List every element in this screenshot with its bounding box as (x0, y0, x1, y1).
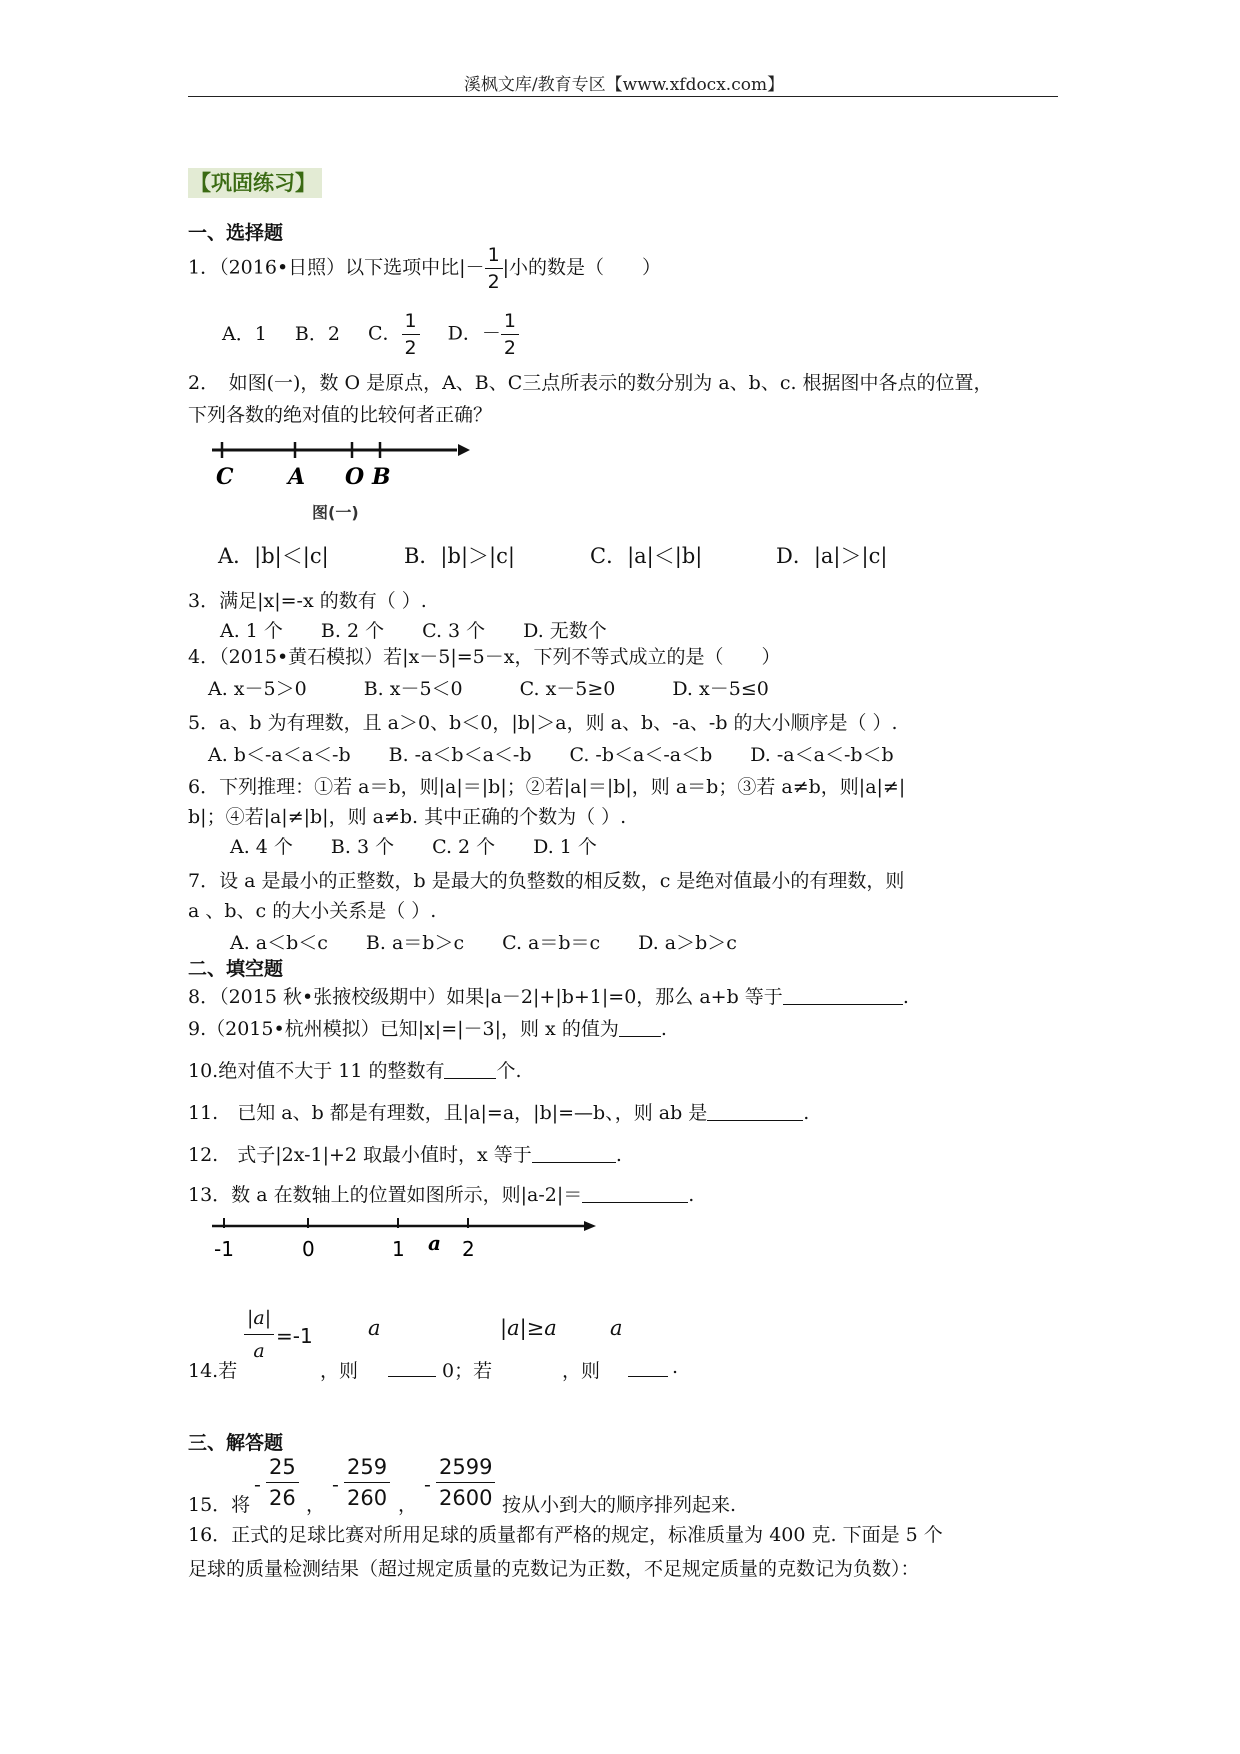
question-11-text: 11. 已知 a、b 都是有理数，且|a|=a，|b|=—b、，则 ab 是 (188, 1102, 708, 1124)
question-14-mid-2: 0；若 (442, 1360, 493, 1382)
question-9-end: . (660, 1018, 667, 1040)
question-14-pre: 14.若 (188, 1360, 238, 1382)
fraction-denominator: 2 (503, 337, 516, 359)
question-15-post: 按从小到大的顺序排列起来. (502, 1494, 737, 1516)
question-14-abs-condition: |a|≥a (500, 1316, 557, 1340)
option-a: A．1 (222, 322, 267, 345)
question-1-options (222, 308, 519, 362)
question-5-options: A. b＜-a＜a＜-b B. -a＜b＜a＜-b C. -b＜a＜-a＜b D. -a＜a＜-b＜b (208, 744, 894, 766)
question-8-text: 8．（2015 秋•张掖校级期中）如果|a－2|+|b+1|=0，那么 a+b 等于 (188, 986, 783, 1008)
fraction-denominator: 2 (404, 337, 417, 359)
question-10-end: 个. (496, 1060, 522, 1082)
question-8-end: . (902, 986, 909, 1008)
question-6-line-2: b|；④若|a|≠|b|，则 a≠b. 其中正确的个数为（ ）. (188, 806, 627, 828)
fraction-denominator: 2 (487, 271, 500, 293)
fraction-2 (344, 1452, 390, 1513)
question-15-pre: 15．将 (188, 1494, 251, 1516)
question-14-var-a: a (368, 1316, 381, 1340)
header-divider (188, 96, 1058, 97)
question-10 (188, 1056, 522, 1083)
option-c: C．|a|＜|b| (590, 544, 703, 568)
fraction-numerator: 259 (344, 1452, 390, 1483)
fraction-numerator: 1 (402, 308, 420, 335)
question-12 (188, 1140, 622, 1167)
question-2-line-2: 下列各数的绝对值的比较何者正确？ (188, 404, 493, 426)
question-11 (188, 1098, 809, 1125)
question-7-options: A. a＜b＜c B. a＝b＞c C. a＝b＝c D. a＞b＞c (230, 932, 737, 954)
question-13-text: 13．数 a 在数轴上的位置如图所示，则|a-2|＝ (188, 1184, 583, 1206)
question-14-mid-3: ，则 (562, 1360, 601, 1382)
question-12-text: 12. 式子|2x-1|+2 取最小值时，x 等于 (188, 1144, 532, 1166)
fraction-denominator: a (253, 1340, 265, 1362)
page-header: 溪枫文库/教育专区【www.xfdocx.com】 (463, 75, 785, 95)
tick-label-1: 1 (392, 1237, 405, 1261)
section-title-fill: 二、填空题 (188, 958, 284, 980)
fraction-numerator: 1 (485, 242, 503, 269)
question-4-options: A. x－5＞0 B. x－5＜0 C. x－5≥0 D. x－5≤0 (208, 678, 769, 700)
question-9 (188, 1014, 667, 1041)
fraction-numerator: 1 (501, 308, 519, 335)
answer-blank (388, 1358, 436, 1377)
answer-blank (619, 1018, 661, 1037)
question-4-stem: 4．（2015•黄石模拟）若|x－5|=5－x，下列不等式成立的是（ ） (188, 646, 781, 668)
answer-blank (582, 1184, 688, 1203)
section-title-choice: 一、选择题 (188, 222, 284, 244)
label-a: A (288, 464, 306, 490)
figure-caption: 图(一) (312, 503, 359, 522)
option-d-fraction (501, 308, 519, 361)
arrow-head-icon (458, 444, 470, 456)
fraction-denominator: 2600 (439, 1486, 493, 1510)
question-14-end: . (672, 1356, 679, 1378)
option-c-label: C． (367, 322, 402, 345)
question-3-stem: 3．满足|x|=-x 的数有（ ）. (188, 590, 427, 612)
fraction-denominator: 26 (269, 1486, 296, 1510)
answer-blank (444, 1060, 496, 1079)
separator-comma: ， (398, 1494, 418, 1516)
tick-label-minus-1: -1 (214, 1237, 234, 1261)
question-10-text: 10.绝对值不大于 11 的整数有 (188, 1060, 445, 1082)
tick-label-0: 0 (302, 1237, 315, 1261)
separator-comma: ， (306, 1494, 326, 1516)
question-1-post: |小的数是（ ） (502, 256, 662, 279)
option-b: B．|b|＞|c| (404, 544, 515, 568)
fraction-3 (436, 1452, 495, 1513)
question-16-line-2: 足球的质量检测结果（超过规定质量的克数记为正数，不足规定质量的克数记为负数）： (188, 1558, 920, 1580)
question-14-equals: =-1 (276, 1324, 313, 1348)
answer-blank (783, 986, 903, 1005)
option-d: D．|a|＞|c| (776, 544, 888, 568)
fraction-3-sign: - (424, 1474, 431, 1496)
option-c-fraction (402, 308, 420, 361)
question-1-pre: 1．（2016•日照）以下选项中比|－ (188, 256, 485, 279)
answer-blank (707, 1102, 803, 1121)
fraction-1-sign: - (254, 1474, 261, 1496)
arrow-head-icon (584, 1221, 596, 1231)
question-12-end: . (615, 1144, 622, 1166)
question-7-line-1: 7．设 a 是最小的正整数，b 是最大的负整数的相反数，c 是绝对值最小的有理数，则 (188, 870, 905, 892)
question-7-line-2: a 、b、c 的大小关系是（ ）. (188, 900, 437, 922)
question-1 (188, 242, 661, 296)
answer-blank (532, 1144, 616, 1163)
question-8 (188, 982, 909, 1009)
section-title-solve: 三、解答题 (188, 1432, 284, 1454)
label-o: O (345, 464, 365, 490)
question-13 (188, 1180, 694, 1207)
question-6-line-1: 6．下列推理：①若 a＝b，则|a|＝|b|；②若|a|＝|b|，则 a＝b；③若 a≠b，则|a|≠| (188, 776, 906, 798)
question-16-line-1: 16．正式的足球比赛对所用足球的质量都有严格的规定，标准质量为 400 克. 下面是 5 个 (188, 1524, 943, 1546)
label-c: C (216, 464, 234, 490)
answer-blank (628, 1358, 668, 1377)
question-1-fraction (485, 242, 503, 295)
question-14-mid-1: ，则 (320, 1360, 359, 1382)
fraction-2-sign: - (332, 1474, 339, 1496)
option-a: A．|b|＜|c| (218, 544, 329, 568)
question-11-end: . (803, 1102, 810, 1124)
question-9-text: 9.（2015•杭州模拟）已知|x|=|－3|，则 x 的值为 (188, 1018, 619, 1040)
question-5-stem: 5．a、b 为有理数，且 a＞0、b＜0，|b|＞a，则 a、b、-a、-b 的大小顺序是（ ）. (188, 712, 898, 734)
number-line-figure-2 (212, 1214, 602, 1268)
fraction-numerator: 25 (266, 1452, 299, 1483)
point-label-a: a (428, 1231, 441, 1255)
number-line-figure-1 (212, 438, 472, 528)
fraction-1 (266, 1452, 299, 1513)
fraction-numerator: |a| (244, 1302, 274, 1335)
label-b: B (372, 464, 391, 490)
question-3-options: A. 1 个 B. 2 个 C. 3 个 D. 无数个 (220, 620, 607, 642)
question-2-options (218, 540, 887, 570)
question-14-fraction (244, 1302, 274, 1367)
question-13-end: . (688, 1184, 695, 1206)
fraction-denominator: 260 (347, 1486, 388, 1510)
question-6-options: A. 4 个 B. 3 个 C. 2 个 D. 1 个 (230, 836, 597, 858)
question-14-var-a-2: a (610, 1316, 623, 1340)
question-2-line-1: 2． 如图(一)，数 O 是原点，A、B、C三点所表示的数分别为 a、b、c. 根据图中各点的位置， (188, 372, 993, 394)
fraction-numerator: 2599 (436, 1452, 495, 1483)
option-d-label: D．－ (447, 322, 501, 345)
tick-label-2: 2 (462, 1237, 475, 1261)
option-b: B．2 (294, 322, 340, 345)
section-badge: 【巩固练习】 (188, 168, 322, 198)
